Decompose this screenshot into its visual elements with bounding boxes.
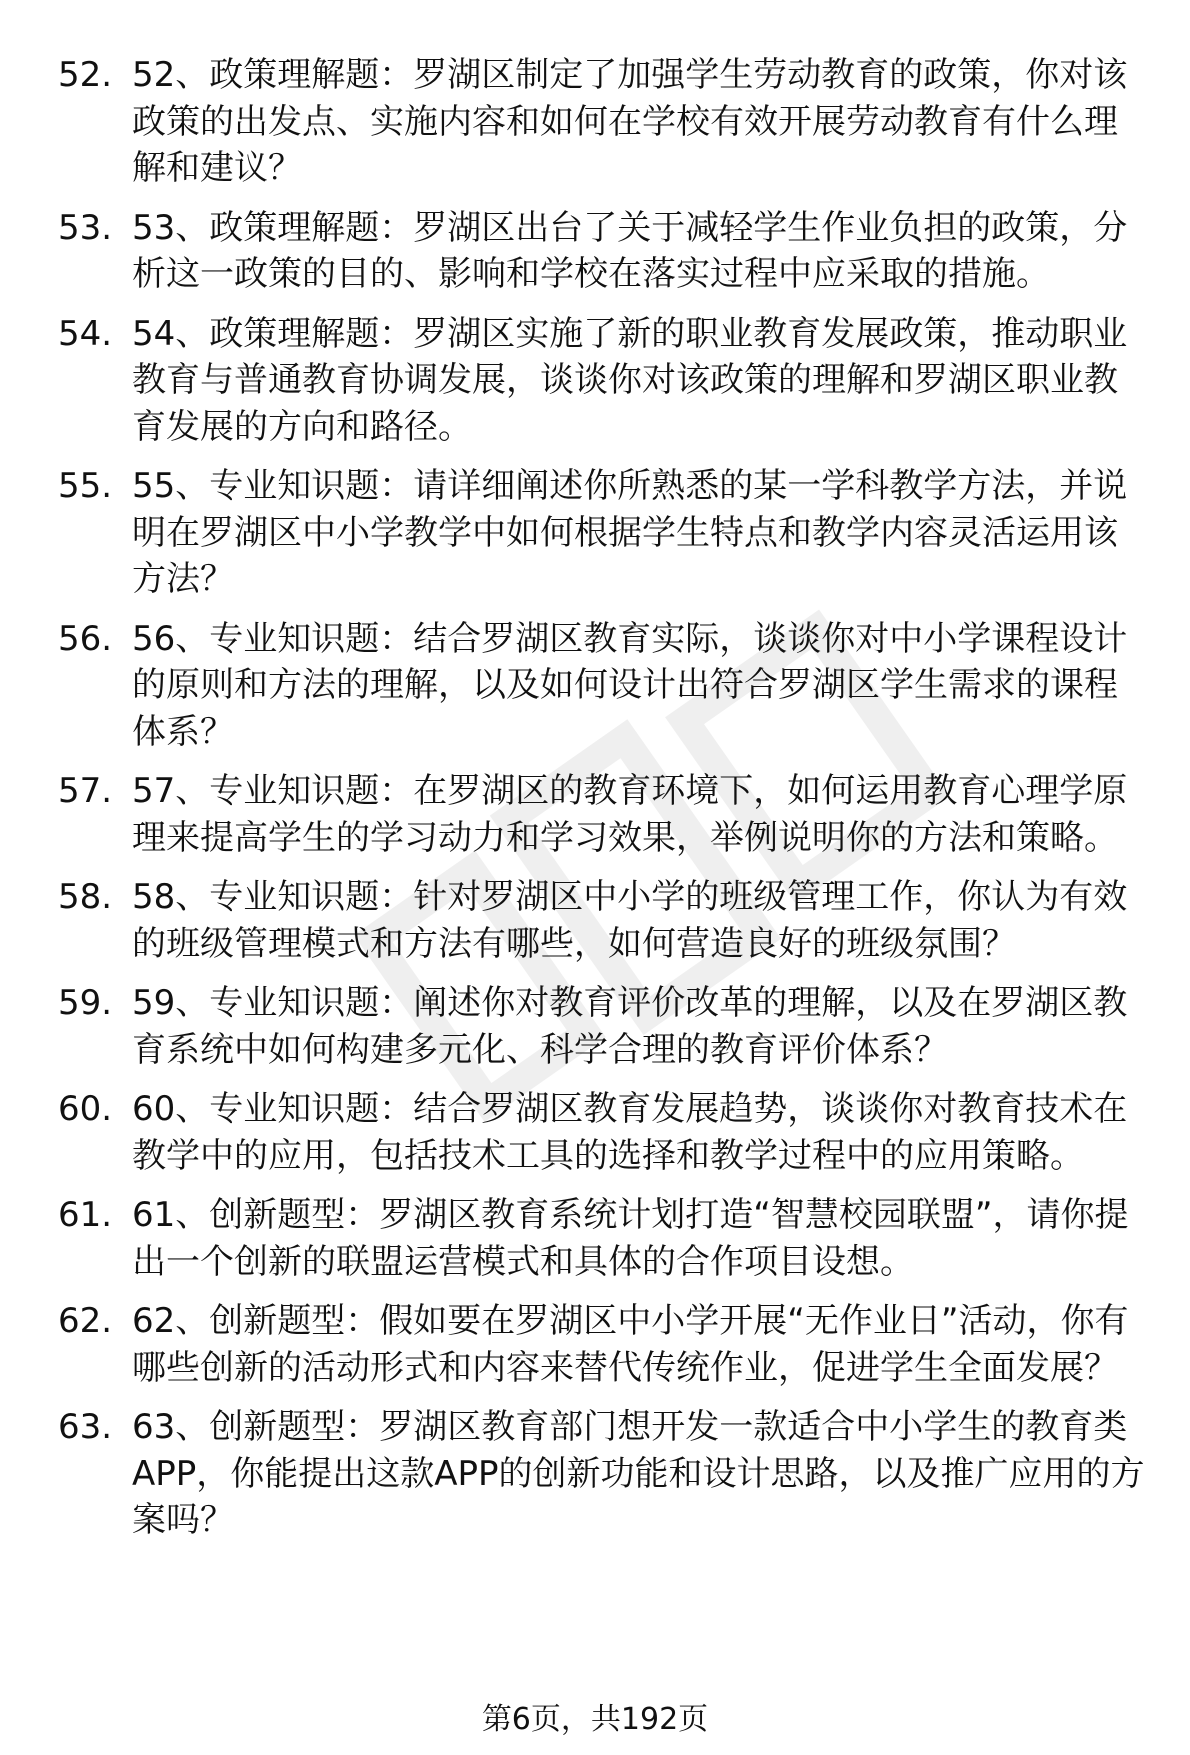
question-number: 61.	[58, 1195, 113, 1235]
list-item	[58, 1192, 1148, 1285]
question-number: 63.	[58, 1407, 113, 1447]
question-number: 56.	[58, 618, 113, 659]
question-number: 52.	[58, 55, 113, 95]
question-number: 53.	[58, 207, 113, 248]
question-text: 63、创新题型：罗湖区教育部门想开发一款适合中小学生的教育类APP，你能提出这款APP的创新功能和设计思路，以及推广应用的方案吗？	[132, 1407, 1145, 1540]
question-text: 62、创新题型：假如要在罗湖区中小学开展“无作业日”活动，你有哪些创新的活动形式和内容来替代传统作业，促进学生全面发展？	[132, 1301, 1129, 1388]
list-item	[58, 616, 1148, 756]
list-item	[58, 1298, 1148, 1391]
question-text: 53、政策理解题：罗湖区出台了关于减轻学生作业负担的政策，分析这一政策的目的、影响和学校在落实过程中应采取的措施。	[132, 207, 1128, 294]
question-text: 57、专业知识题：在罗湖区的教育环境下，如何运用教育心理学原理来提高学生的学习动力和学习效果，举例说明你的方法和策略。	[132, 771, 1128, 858]
list-item	[58, 1086, 1148, 1179]
list-item	[58, 1404, 1148, 1544]
list-item	[58, 874, 1148, 967]
question-text: 61、创新题型：罗湖区教育系统计划打造“智慧校园联盟”，请你提出一个创新的联盟运营模式和具体的合作项目设想。	[132, 1195, 1129, 1282]
question-number: 54.	[58, 313, 113, 354]
list-item	[58, 463, 1148, 603]
question-text: 59、专业知识题：阐述你对教育评价改革的理解，以及在罗湖区教育系统中如何构建多元化、科学合理的教育评价体系？	[132, 983, 1128, 1070]
question-number: 58.	[58, 877, 113, 917]
question-text: 54、政策理解题：罗湖区实施了新的职业教育发展政策，推动职业教育与普通教育协调发展，谈谈你对该政策的理解和罗湖区职业教育发展的方向和路径。	[132, 313, 1128, 447]
question-text: 60、专业知识题：结合罗湖区教育发展趋势，谈谈你对教育技术在教学中的应用，包括技术工具的选择和教学过程中的应用策略。	[132, 1089, 1128, 1176]
question-number: 57.	[58, 771, 113, 811]
list-item	[58, 980, 1148, 1073]
question-number: 60.	[58, 1089, 113, 1129]
list-item	[58, 52, 1148, 192]
question-text: 58、专业知识题：针对罗湖区中小学的班级管理工作，你认为有效的班级管理模式和方法有哪些，如何营造良好的班级氛围？	[132, 877, 1128, 964]
question-text: 56、专业知识题：结合罗湖区教育实际，谈谈你对中小学课程设计的原则和方法的理解，以及如何设计出符合罗湖区学生需求的课程体系？	[132, 618, 1128, 752]
list-item	[58, 311, 1148, 451]
question-number: 55.	[58, 466, 113, 506]
question-text: 52、政策理解题：罗湖区制定了加强学生劳动教育的政策，你对该政策的出发点、实施内容和如何在学校有效开展劳动教育有什么理解和建议？	[132, 55, 1128, 188]
page-number-footer: 第6页，共192页	[481, 1702, 709, 1737]
question-number: 62.	[58, 1301, 113, 1341]
question-number: 59.	[58, 983, 113, 1023]
question-list	[58, 52, 1148, 1557]
list-item	[58, 768, 1148, 861]
list-item	[58, 205, 1148, 298]
question-text: 55、专业知识题：请详细阐述你所熟悉的某一学科教学方法，并说明在罗湖区中小学教学中如何根据学生特点和教学内容灵活运用该方法？	[132, 466, 1128, 599]
